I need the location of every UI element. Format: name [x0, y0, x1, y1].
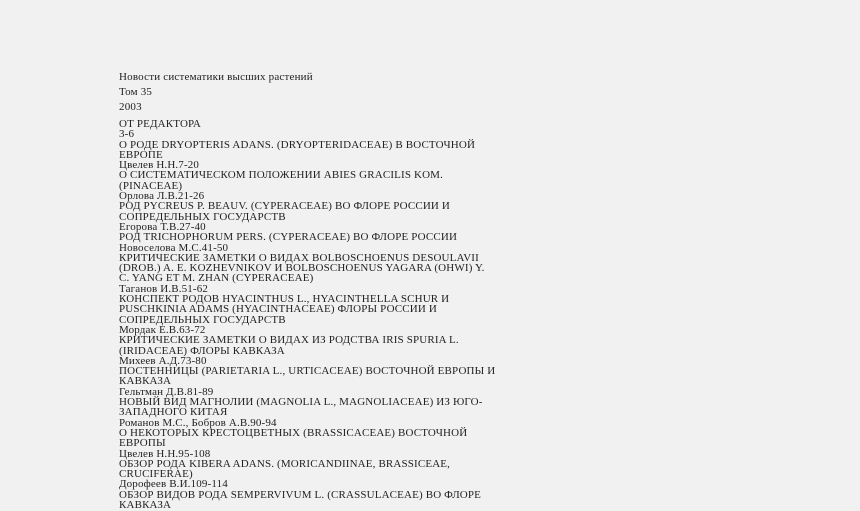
toc-line: Новоселова М.С.41-50	[119, 241, 229, 254]
toc-line: СОПРЕДЕЛЬНЫХ ГОСУДАРСТВ	[119, 210, 286, 223]
toc-line: Гельтман Д.В.81-89	[119, 385, 214, 398]
toc-line: О НЕКОТОРЫХ КРЕСТОЦВЕТНЫХ (BRASSICACEAE) ВОСТОЧНОЙ	[119, 426, 468, 439]
toc-line: КОНСПЕКТ РОДОВ HYACINTHUS L., HYACINTHELLA SCHUR И	[119, 293, 450, 306]
toc-line: РОД PYCREUS P. BEAUV. (CYPERACEAE) ВО ФЛОРЕ РОССИИ И	[119, 200, 450, 213]
toc-line: Орлова Л.В.21-26	[119, 190, 205, 203]
toc-line: C. YANG ET M. ZHAN (CYPERACEAE)	[119, 272, 314, 285]
toc-line: КРИТИЧЕСКИЕ ЗАМЕТКИ О ВИДАХ ИЗ РОДСТВА IRIS SPURIA L.	[119, 334, 459, 347]
toc-line: Романов М.С., Бобров А.В.90-94	[119, 416, 277, 429]
toc-line: Егорова Т.В.27-40	[119, 220, 206, 233]
toc-line: CRUCIFERAE)	[119, 468, 193, 481]
toc-line: ЗАПАДНОГО КИТАЯ	[119, 406, 228, 419]
toc-line: Цвелев Н.Н.7-20	[119, 159, 200, 172]
toc-line: ОБЗОР РОДА KIBERA ADANS. (MORICANDIINAE, BRASSICEAE,	[119, 457, 451, 470]
toc-line: Мордак Е.В.63-72	[119, 323, 206, 336]
toc-line: PUSCHKINIA ADAMS (HYACINTHACEAE) ФЛОРЫ РОССИИ И	[119, 303, 437, 316]
table-of-contents	[119, 119, 759, 510]
toc-line: Таганов И.В.51-62	[119, 282, 209, 295]
toc-line: 3-6	[119, 128, 135, 141]
toc-line: О СИСТЕМАТИЧЕСКОМ ПОЛОЖЕНИИ ABIES GRACILIS KOM.	[119, 169, 444, 182]
toc-line: ЕВРОПЫ	[119, 437, 166, 450]
toc-line: Михеев А.Д.73-80	[119, 354, 207, 367]
toc-line: КАВКАЗА	[119, 498, 172, 511]
volume-label: Том 35	[119, 86, 153, 98]
toc-line: КАВКАЗА	[119, 375, 172, 388]
toc-line: О РОДЕ DRYOPTERIS ADANS. (DRYOPTERIDACEAE) В ВОСТОЧНОЙ	[119, 138, 476, 151]
toc-line: ПОСТЕННИЦЫ (PARIETARIA L., URTICACEAE) ВОСТОЧНОЙ ЕВРОПЫ И	[119, 365, 496, 378]
toc-line: КРИТИЧЕСКИЕ ЗАМЕТКИ О ВИДАХ BOLBOSCHOENUS DESOULAVII	[119, 251, 479, 264]
toc-line: ОТ РЕДАКТОРА	[119, 118, 202, 130]
toc-line: (PINACEAE)	[119, 179, 183, 192]
toc-line: РОД TRICHOPHORUM PERS. (CYPERACEAE) ВО ФЛОРЕ РОССИИ	[119, 231, 458, 244]
toc-line: СОПРЕДЕЛЬНЫХ ГОСУДАРСТВ	[119, 313, 286, 326]
year-label: 2003	[119, 101, 142, 113]
toc-line: ОБЗОР ВИДОВ РОДА SEMPERVIVUM L. (CRASSULACEAE) ВО ФЛОРЕ	[119, 488, 482, 501]
journal-title: Новости систематики высших растений	[119, 71, 313, 83]
toc-line: (IRIDACEAE) ФЛОРЫ КАВКАЗА	[119, 344, 285, 357]
toc-line: НОВЫЙ ВИД МАГНОЛИИ (MAGNOLIA L., MAGNOLIACEAE) ИЗ ЮГО-	[119, 396, 483, 409]
toc-line: ЕВРОПЕ	[119, 148, 163, 161]
toc-line: Цвелев Н.Н.95-108	[119, 447, 211, 460]
toc-line: Дорофеев В.И.109-114	[119, 478, 228, 491]
toc-line: (DROB.) A. E. KOZHEVNIKOV И BOLBOSCHOENUS YAGARA (OHWI) Y.	[119, 262, 485, 275]
